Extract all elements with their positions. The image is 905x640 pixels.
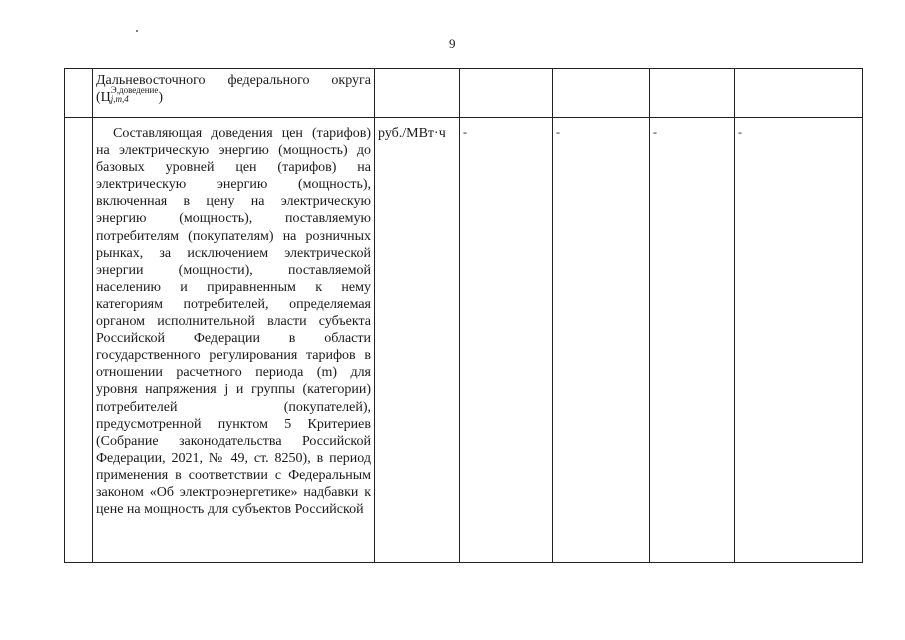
- symbol-subscript: j,m,4: [110, 94, 129, 105]
- index-cell: [65, 69, 93, 118]
- header-value-cell-3: [650, 69, 735, 118]
- index-cell: [65, 118, 93, 563]
- header-description-cell: [93, 69, 375, 118]
- value-cell-3: [650, 118, 735, 563]
- value-dash-2: -: [556, 125, 560, 139]
- header-unit-cell: [375, 69, 460, 118]
- value-dash-1: -: [463, 125, 467, 139]
- scan-speck: [136, 30, 138, 32]
- unit-text: руб./МВт·ч: [378, 126, 446, 141]
- value-dash-4: -: [738, 125, 742, 139]
- value-cell-4: [735, 118, 863, 563]
- description-cell: [93, 118, 375, 563]
- value-cell-1: [460, 118, 553, 563]
- page-number: 9: [449, 36, 456, 51]
- unit-cell: [375, 118, 460, 563]
- symbol-formula: (Ц Э,доведение j,m,4 ): [96, 85, 164, 106]
- description-text: Составляющая доведения цен (тарифов) на электрическую энергию (мощность) до базовых уровней цен (тарифов) на электрическую энергию (мощность), включенная в цену на электрическую энергию (мощность), поставляемую потребителям (покупателям) на розничных рынках, за исключением электрической энергии (мощности), поставляемой населению и приравненным к нему категориям потребителей, определяемая органом исполнительной власти субъекта Российской Федерации в области государственного регулирования тарифов в отношении расчетного периода (m) для уровня напряжения j и группы (категории) потребителей (покупателей), предусмотренной пунктом 5 Критериев (Собрание законодательства Российской Федерации, 2021, № 49, ст. 8250), в период применения в соответствии с Федеральным законом «Об электроэнергетике» надбавки к цене на мощность для субъектов Российской: [96, 126, 371, 518]
- symbol-base: Ц: [100, 90, 111, 106]
- table-row-header: [65, 69, 863, 118]
- header-value-cell-1: [460, 69, 553, 118]
- header-value-cell-2: [553, 69, 650, 118]
- header-text: [93, 69, 374, 107]
- symbol-superscript: Э,доведение: [110, 85, 159, 96]
- header-region-text: Дальневосточного федерального округа: [96, 73, 371, 88]
- header-value-cell-4: [735, 69, 863, 118]
- value-dash-3: -: [653, 125, 657, 139]
- tariff-table: [64, 68, 863, 563]
- value-cell-2: [553, 118, 650, 563]
- table-row-body: [65, 118, 863, 563]
